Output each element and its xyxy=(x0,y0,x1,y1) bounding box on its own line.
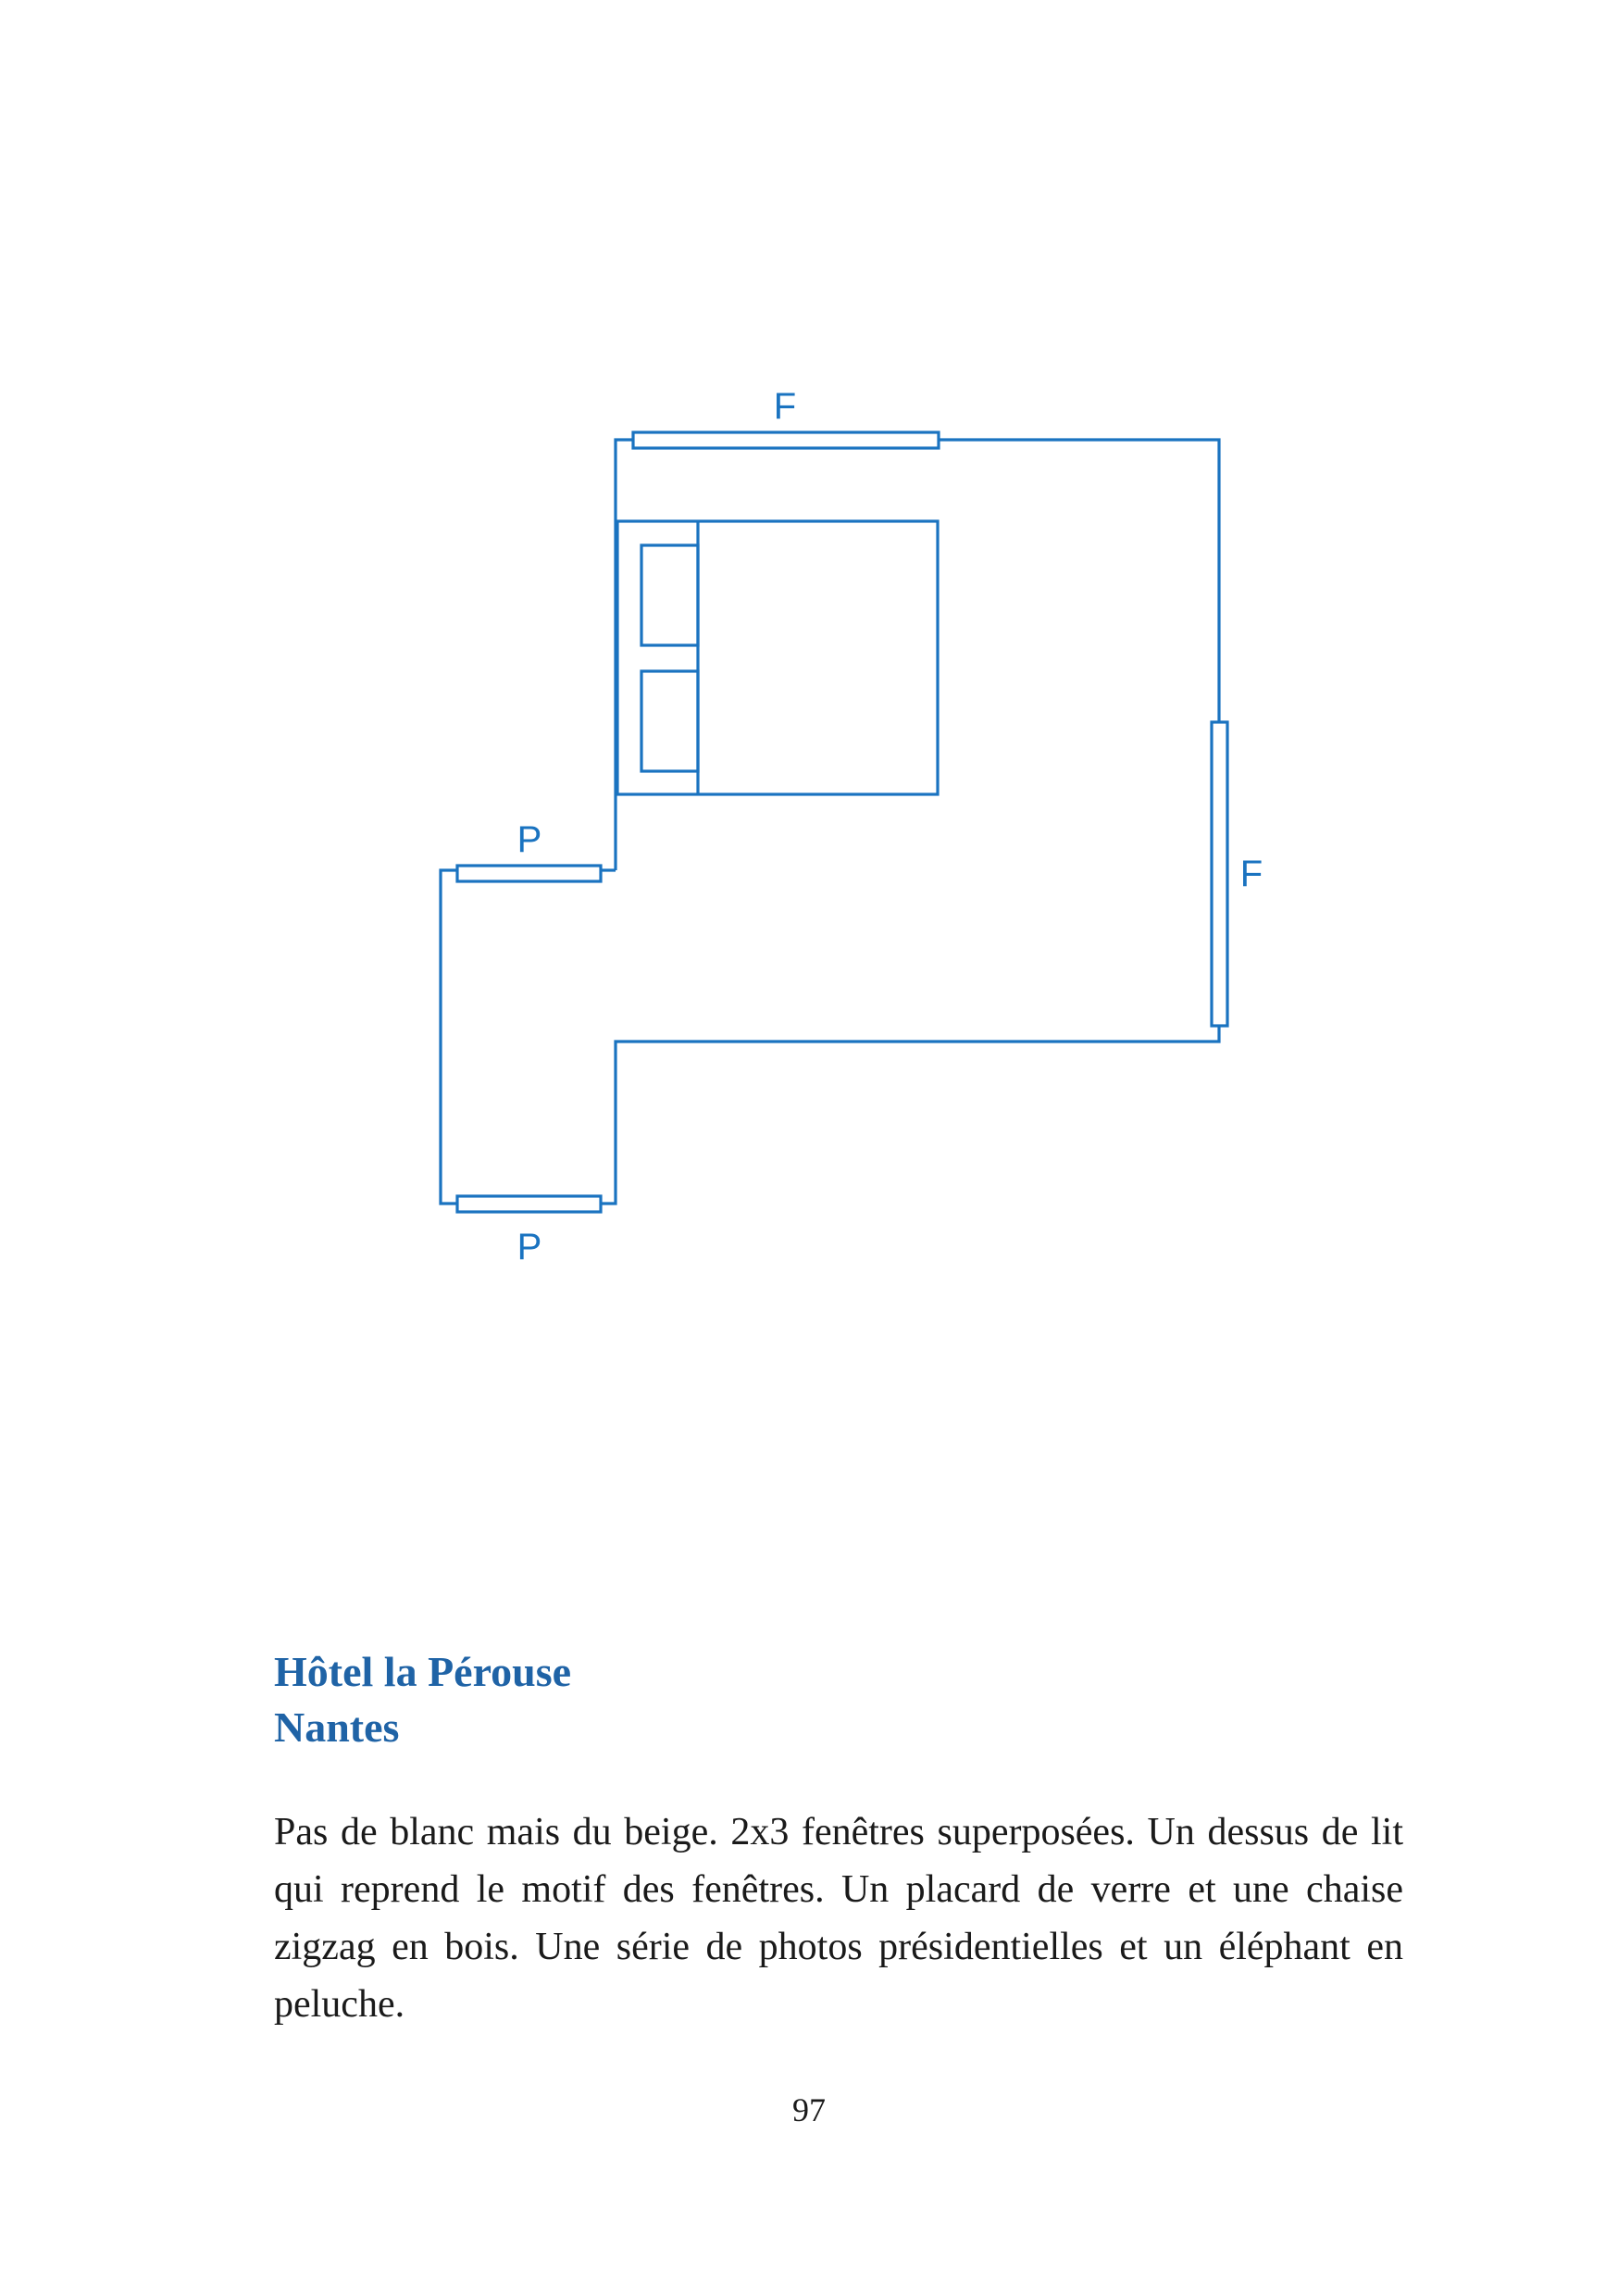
left-door xyxy=(457,866,601,881)
city-name: Nantes xyxy=(274,1703,400,1751)
entry-heading xyxy=(274,1644,1385,1755)
bottom-door-label: P xyxy=(517,1227,542,1267)
top-window-label: F xyxy=(773,386,797,427)
top-window xyxy=(633,432,939,448)
bed xyxy=(617,521,938,794)
bottom-door xyxy=(457,1196,601,1212)
pillow-top xyxy=(641,545,698,645)
entry-description: Pas de blanc mais du beige. 2x3 fenêtres superposées. Un dessus de lit qui reprend le motif des fenêtres. Un placard de verre et une chaise zigzag en bois. Une série de photos présidentielles et un éléphant en peluche. xyxy=(274,1811,1403,2026)
hotel-name: Hôtel la Pérouse xyxy=(274,1648,572,1695)
right-window-label: F xyxy=(1239,854,1263,894)
page-number: 97 xyxy=(792,2091,826,2128)
left-door-label: P xyxy=(517,819,542,860)
pillow-bottom xyxy=(641,671,698,771)
room-outline xyxy=(441,440,1219,1204)
right-window xyxy=(1212,722,1227,1026)
